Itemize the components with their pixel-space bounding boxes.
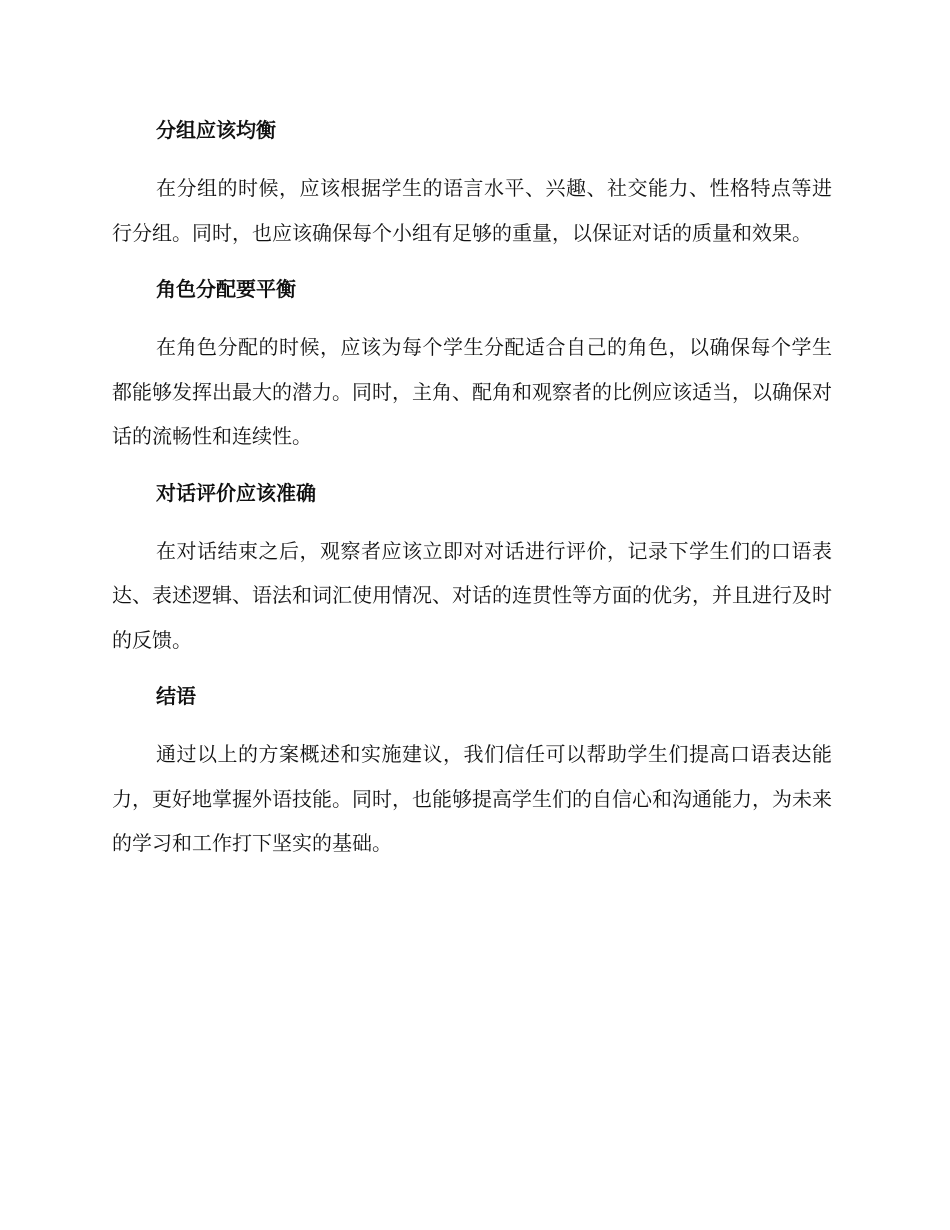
section-dialogue-evaluation	[112, 471, 832, 663]
section-paragraph: 在角色分配的时候，应该为每个学生分配适合自己的角色，以确保每个学生都能够发挥出最大的潜力。同时，主角、配角和观察者的比例应该适当，以确保对话的流畅性和连续性。	[112, 335, 832, 448]
section-heading: 结语	[156, 684, 196, 708]
section-heading: 分组应该均衡	[156, 118, 276, 142]
section-heading: 对话评价应该准确	[156, 480, 316, 505]
section-grouping	[112, 108, 832, 255]
section-paragraph: 在分组的时候，应该根据学生的语言水平、兴趣、社交能力、性格特点等进行分组。同时，也应该确保每个小组有足够的重量，以保证对话的质量和效果。	[112, 176, 832, 245]
section-conclusion	[112, 674, 832, 866]
section-paragraph: 通过以上的方案概述和实施建议，我们信任可以帮助学生们提高口语表达能力，更好地掌握外语技能。同时，也能够提高学生们的自信心和沟通能力，为未来的学习和工作打下坚实的基础。	[112, 742, 832, 855]
section-role-assignment	[112, 267, 832, 459]
document-content	[112, 108, 832, 878]
section-heading: 角色分配要平衡	[156, 277, 296, 301]
section-paragraph: 在对话结束之后，观察者应该立即对对话进行评价，记录下学生们的口语表达、表述逻辑、语法和词汇使用情况、对话的连贯性等方面的优劣，并且进行及时的反馈。	[112, 538, 832, 652]
